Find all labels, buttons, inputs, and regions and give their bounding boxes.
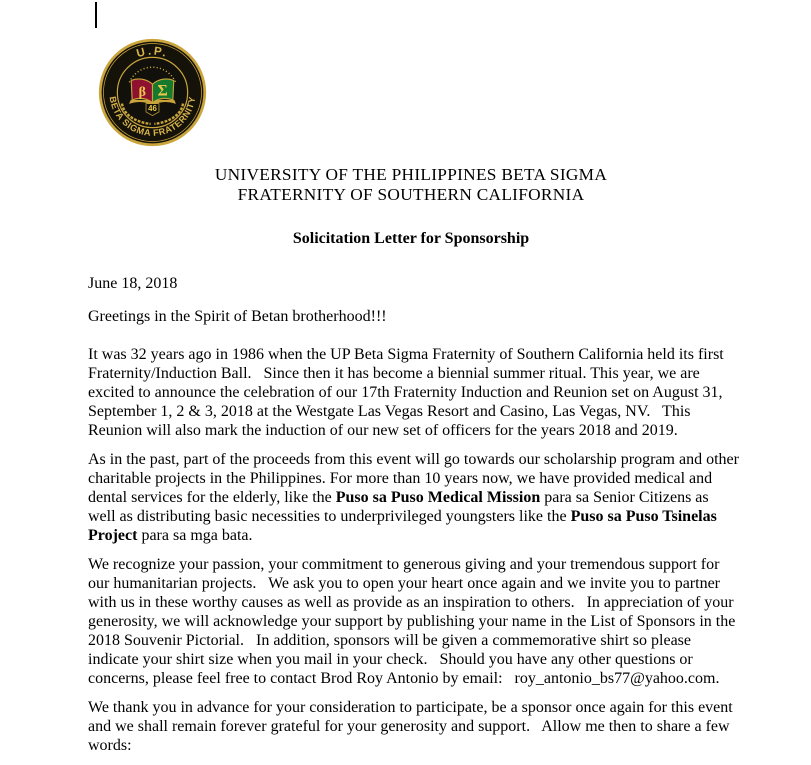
letter-header: [88, 165, 734, 248]
letter-text-line: concerns, please feel free to contact Brod Roy Antonio by email: roy_antonio_bs77@yahoo.com.: [88, 670, 720, 687]
fraternity-seal-logo: [97, 37, 208, 148]
org-title-line1: UNIVERSITY OF THE PHILIPPINES BETA SIGMA: [214, 165, 608, 184]
letter-text-line: We thank you in advance for your consideration to participate, be a sponsor once again for this event: [88, 699, 733, 716]
letter-date: June 18, 2018: [88, 275, 178, 292]
letter-subject: Solicitation Letter for Sponsorship: [292, 230, 530, 247]
letter-paragraph: [88, 345, 750, 440]
letter-body: [88, 274, 750, 765]
letter-text-line: 2018 Souvenir Pictorial. In addition, sponsors will be given a commemorative shirt so please: [88, 632, 692, 649]
seal-arc-text: BETA SIGMA FRATERNITY: [107, 95, 198, 138]
letter-text-line: As in the past, part of the proceeds from this event will go towards our scholarship program and other: [88, 451, 739, 468]
letter-text-line: dental services for the elderly, like the Puso sa Puso Medical Mission para sa Senior Citizens as: [88, 489, 709, 506]
text-cursor: [95, 2, 97, 28]
letter-text-line: It was 32 years ago in 1986 when the UP Beta Sigma Fraternity of Southern California held its first: [88, 346, 724, 363]
letter-greeting: Greetings in the Spirit of Betan brotherhood!!!: [88, 308, 387, 325]
letter-text-line: We recognize your passion, your commitment to generous giving and your tremendous support for: [88, 556, 720, 573]
seal-chapter-number: 46: [148, 103, 157, 113]
letter-text-line: well as distributing basic necessities to underprivileged youngsters like the Puso sa Puso Tsinelas: [88, 508, 717, 525]
seal-top-text: U.P.: [135, 45, 171, 61]
letter-text-line: indicate your shirt size when you mail in your check. Should you have any other questions or: [88, 651, 693, 668]
letter-text-line: with us in these worthy causes as well as provide as an inspiration to others. In appreciation of your: [88, 594, 734, 611]
seal-sigma-letter: Σ: [157, 82, 168, 100]
letter-text-line: generosity, we will acknowledge your support by publishing your name in the List of Sponsors in the: [88, 613, 736, 630]
letter-paragraph: [88, 698, 750, 755]
letter-text-line: Project para sa mga bata.: [88, 527, 253, 544]
letter-text-line: September 1, 2 & 3, 2018 at the Westgate Las Vegas Resort and Casino, Las Vegas, NV. This: [88, 403, 691, 420]
org-title-line2: FRATERNITY OF SOUTHERN CALIFORNIA: [237, 185, 585, 204]
letter-text-line: excited to announce the celebration of our 17th Fraternity Induction and Reunion set on August 31,: [88, 384, 723, 401]
letter-paragraphs: [88, 345, 750, 755]
letter-text-line: words:: [88, 737, 132, 754]
letter-paragraph: [88, 555, 750, 688]
letter-text-line: our humanitarian projects. We ask you to open your heart once again and we invite you to partner: [88, 575, 720, 592]
letter-text-line: charitable projects in the Philippines. For more than 10 years now, we have provided medical and: [88, 470, 713, 487]
letter-text-line: and we shall remain forever grateful for your generosity and support. Allow me then to share a few: [88, 718, 730, 735]
seal-beta-letter: β: [138, 85, 146, 101]
letter-paragraph: [88, 450, 750, 545]
letter-text-line: Fraternity/Induction Ball. Since then it has become a biennial summer ritual. This year, we are: [88, 365, 700, 382]
letter-text-line: Reunion will also mark the induction of our new set of officers for the years 2018 and 2019.: [88, 422, 678, 439]
